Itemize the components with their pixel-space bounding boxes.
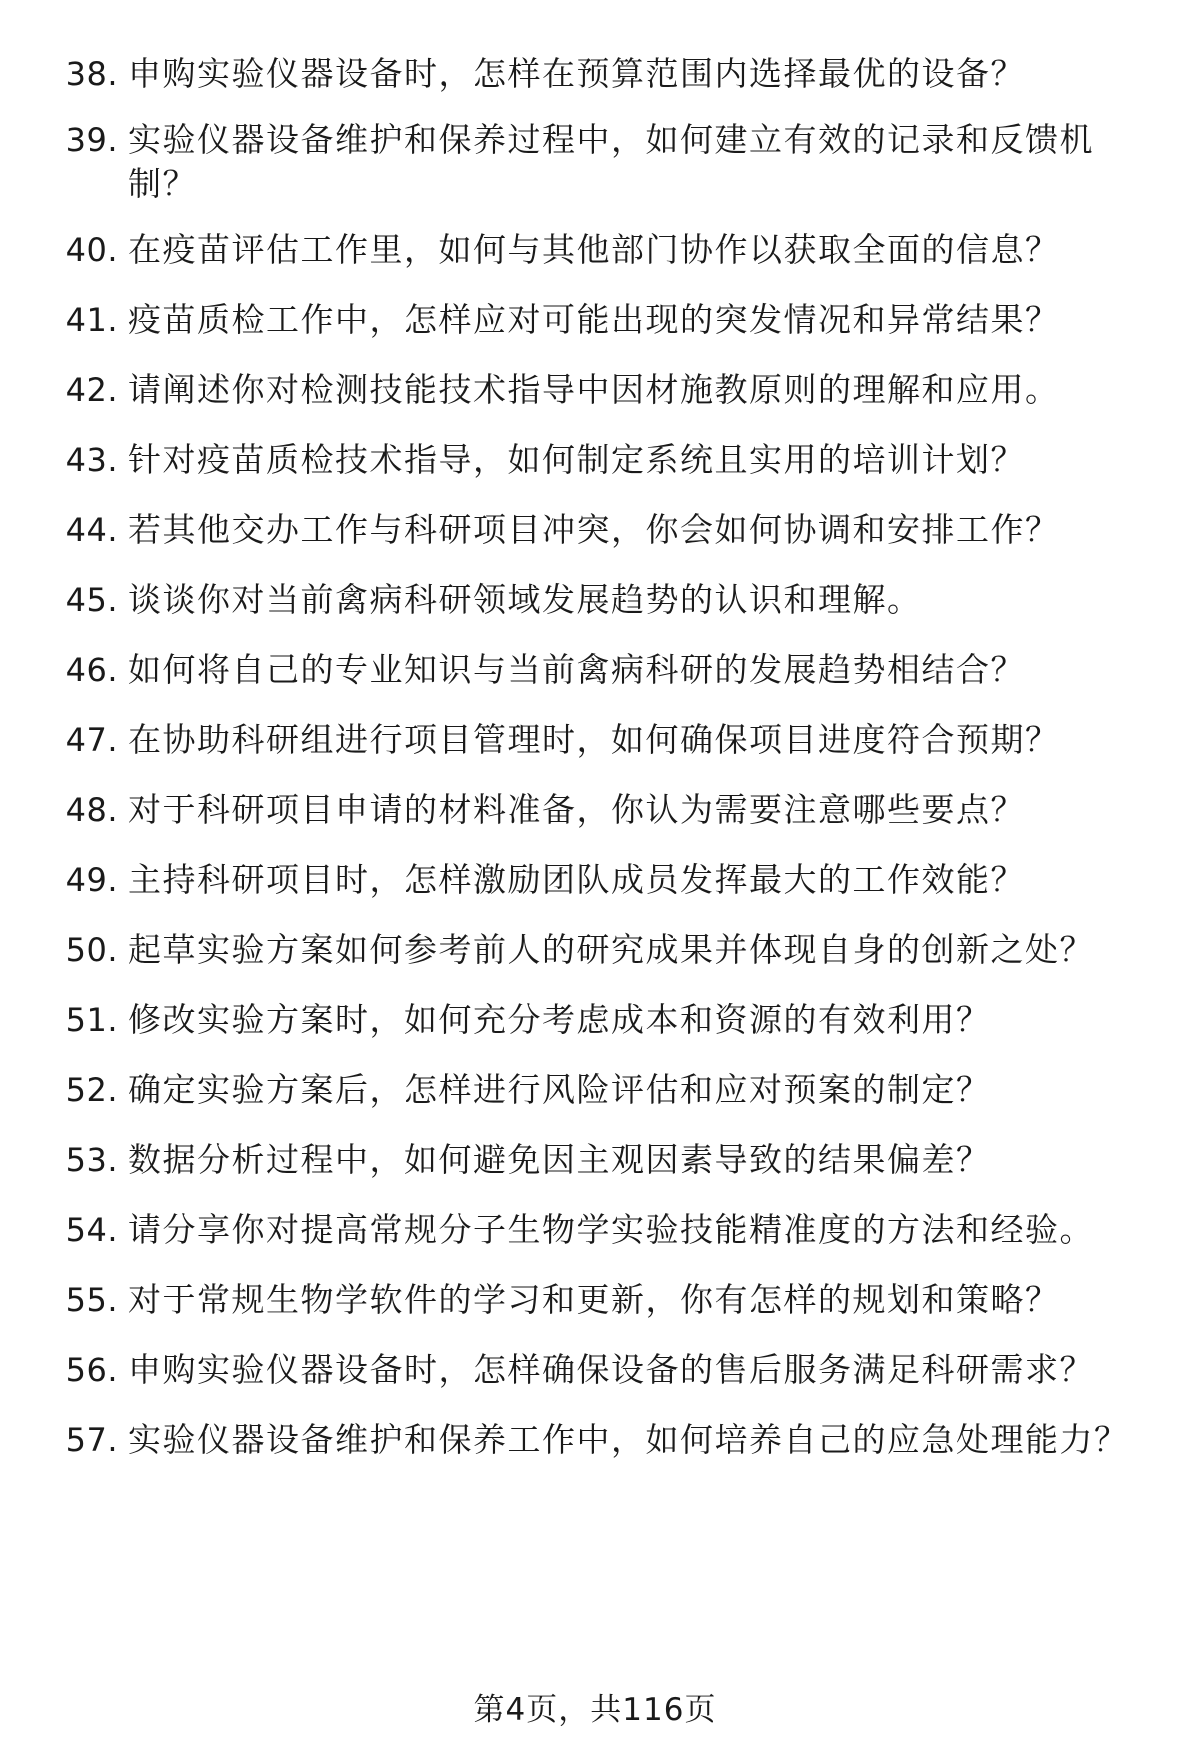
list-item bbox=[0, 858, 1190, 902]
question-text: 请阐述你对检测技能技术指导中因材施教原则的理解和应用。 bbox=[128, 370, 1060, 409]
question-number: 48. bbox=[65, 791, 118, 829]
list-item bbox=[0, 52, 1190, 96]
question-number: 43. bbox=[65, 441, 118, 479]
question-number: 44. bbox=[65, 511, 118, 549]
question-text: 起草实验方案如何参考前人的研究成果并体现自身的创新之处？ bbox=[128, 930, 1094, 969]
list-item bbox=[0, 228, 1190, 272]
list-item bbox=[0, 118, 1190, 206]
list-item bbox=[0, 1418, 1190, 1462]
question-number: 40. bbox=[65, 231, 118, 269]
question-number: 39. bbox=[65, 121, 118, 159]
question-number: 54. bbox=[65, 1211, 118, 1249]
question-number: 55. bbox=[65, 1281, 118, 1319]
question-number: 47. bbox=[65, 721, 118, 759]
page-footer: 第4页，共116页 bbox=[473, 1692, 717, 1728]
question-text: 主持科研项目时，怎样激励团队成员发挥最大的工作效能？ bbox=[128, 860, 1025, 899]
list-item bbox=[0, 1348, 1190, 1392]
question-number: 53. bbox=[65, 1141, 118, 1179]
question-text: 请分享你对提高常规分子生物学实验技能精准度的方法和经验。 bbox=[128, 1210, 1094, 1249]
list-item bbox=[0, 718, 1190, 762]
question-text: 确定实验方案后，怎样进行风险评估和应对预案的制定？ bbox=[128, 1070, 991, 1109]
question-number: 51. bbox=[65, 1001, 118, 1039]
question-text: 实验仪器设备维护和保养过程中，如何建立有效的记录和反馈机制？ bbox=[128, 120, 1094, 203]
question-number: 56. bbox=[65, 1351, 118, 1389]
list-item bbox=[0, 1208, 1190, 1252]
question-text: 修改实验方案时，如何充分考虑成本和资源的有效利用？ bbox=[128, 1000, 991, 1039]
list-item bbox=[0, 788, 1190, 832]
question-number: 38. bbox=[65, 55, 118, 93]
question-text: 实验仪器设备维护和保养工作中，如何培养自己的应急处理能力？ bbox=[128, 1420, 1129, 1459]
question-number: 46. bbox=[65, 651, 118, 689]
question-number: 42. bbox=[65, 371, 118, 409]
list-item bbox=[0, 928, 1190, 972]
question-text: 针对疫苗质检技术指导，如何制定系统且实用的培训计划？ bbox=[128, 440, 1025, 479]
question-text: 在协助科研组进行项目管理时，如何确保项目进度符合预期？ bbox=[128, 720, 1060, 759]
question-text: 申购实验仪器设备时，怎样在预算范围内选择最优的设备？ bbox=[128, 54, 1025, 93]
question-text: 对于科研项目申请的材料准备，你认为需要注意哪些要点？ bbox=[128, 790, 1025, 829]
list-item bbox=[0, 368, 1190, 412]
list-item bbox=[0, 1068, 1190, 1112]
list-item bbox=[0, 578, 1190, 622]
question-text: 在疫苗评估工作里，如何与其他部门协作以获取全面的信息？ bbox=[128, 230, 1060, 269]
question-text: 如何将自己的专业知识与当前禽病科研的发展趋势相结合？ bbox=[128, 650, 1025, 689]
question-text: 谈谈你对当前禽病科研领域发展趋势的认识和理解。 bbox=[128, 580, 922, 619]
list-item bbox=[0, 438, 1190, 482]
question-text: 疫苗质检工作中，怎样应对可能出现的突发情况和异常结果？ bbox=[128, 300, 1060, 339]
question-number: 41. bbox=[65, 301, 118, 339]
list-item bbox=[0, 1138, 1190, 1182]
question-text: 对于常规生物学软件的学习和更新，你有怎样的规划和策略？ bbox=[128, 1280, 1060, 1319]
question-number: 45. bbox=[65, 581, 118, 619]
list-item bbox=[0, 1278, 1190, 1322]
question-number: 49. bbox=[65, 861, 118, 899]
question-number: 57. bbox=[65, 1421, 118, 1459]
question-number: 52. bbox=[65, 1071, 118, 1109]
question-text: 数据分析过程中，如何避免因主观因素导致的结果偏差？ bbox=[128, 1140, 991, 1179]
list-item bbox=[0, 648, 1190, 692]
list-item bbox=[0, 298, 1190, 342]
list-item bbox=[0, 998, 1190, 1042]
question-number: 50. bbox=[65, 931, 118, 969]
question-text: 若其他交办工作与科研项目冲突，你会如何协调和安排工作？ bbox=[128, 510, 1060, 549]
list-item bbox=[0, 508, 1190, 552]
question-text: 申购实验仪器设备时，怎样确保设备的售后服务满足科研需求？ bbox=[128, 1350, 1094, 1389]
